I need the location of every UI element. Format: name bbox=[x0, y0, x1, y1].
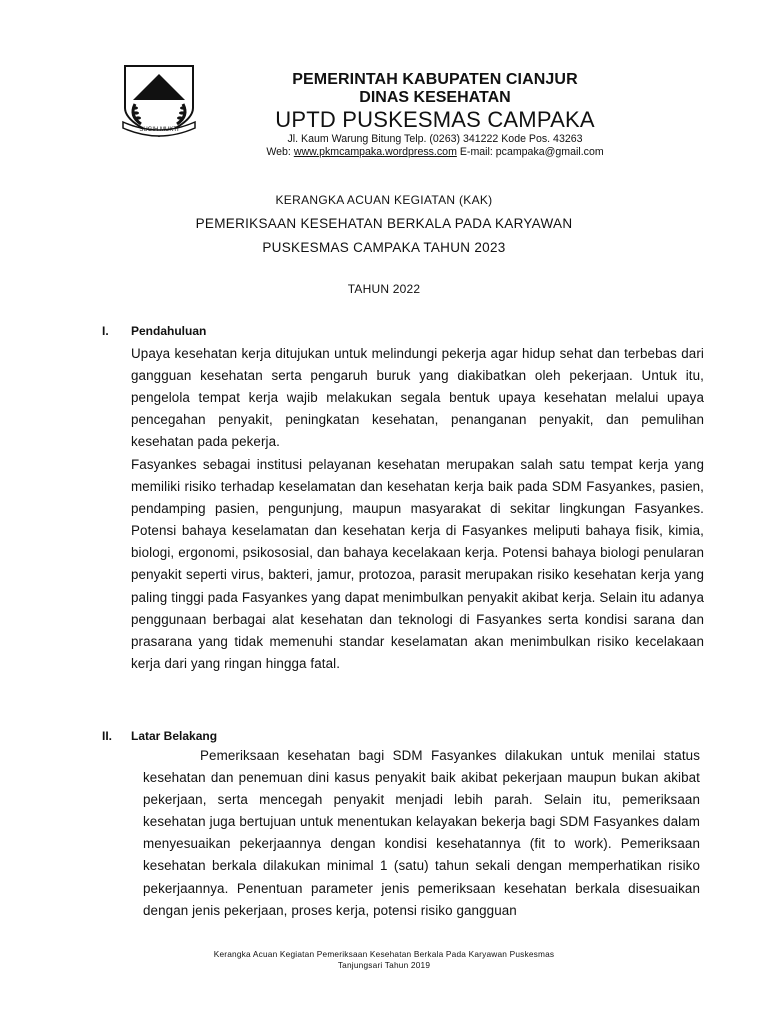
department-name: DINAS KESEHATAN bbox=[359, 89, 511, 106]
letterhead bbox=[205, 71, 665, 159]
footer-line: Tanjungsari Tahun 2019 bbox=[337, 959, 431, 970]
document-title-line-1: PEMERIKSAAN KESEHATAN BERKALA PADA KARYAWAN bbox=[195, 216, 573, 231]
section-number: I. bbox=[102, 324, 109, 338]
document-title-line-2: PUSKESMAS CAMPAKA TAHUN 2023 bbox=[262, 240, 506, 255]
address-line: Jl. Kaum Warung Bitung Telp. (0263) 341222 Kode Pos. 43263 bbox=[287, 133, 583, 145]
email-address: pcampaka@gmail.com bbox=[495, 146, 604, 158]
page-footer bbox=[0, 949, 768, 970]
government-name: PEMERINTAH KABUPATEN CIANJUR bbox=[292, 71, 578, 88]
institution-name: UPTD PUSKESMAS CAMPAKA bbox=[275, 107, 595, 132]
section-number: II. bbox=[102, 729, 113, 743]
section-heading: Pendahuluan bbox=[131, 324, 207, 338]
regency-emblem-icon bbox=[119, 64, 199, 140]
section-paragraph: Fasyankes sebagai institusi pelayanan kesehatan merupakan salah satu tempat kerja yang memiliki risiko terhadap keselamatan dan kesehatan kerja baik pada SDM Fasyankes, pasien, pendamping pasien, pengunjung, maupun masyarakat di sekitar lingkungan Fasyankes. Potensi bahaya keselamatan dan kesehatan kerja di Fasyankes meliputi bahaya fisik, kimia, biologi, ergonomi, psikososial, dan bahaya kecelakaan kerja. Potensi bahaya biologi penularan penyakit seperti virus, bakteri, jamur, protozoa, parasit merupakan risiko kesehatan kerja yang paling tinggi pada Fasyankes yang dapat menimbulkan penyakit akibat kerja. Selain itu adanya penggunaan berbagai alat kesehatan dan teknologi di Fasyankes serta kondisi sarana dan prasarana yang tidak memenuhi standar keselamatan akan menimbulkan risiko kecelakaan kerja dari yang ringan hingga fatal. bbox=[131, 457, 704, 671]
logo-motto: SUGIH MUKTI bbox=[139, 127, 179, 133]
email-label: E-mail: bbox=[459, 146, 493, 158]
document-year: TAHUN 2022 bbox=[347, 282, 421, 296]
contact-line bbox=[205, 146, 665, 159]
section-paragraph: Pemeriksaan kesehatan bagi SDM Fasyankes dilakukan untuk menilai status kesehatan dan penemuan dini kasus penyakit baik akibat pekerjaan maupun bukan akibat pekerjaan, serta mencegah penyakit menjadi lebih parah. Selain itu, pemeriksaan kesehatan juga bertujuan untuk menentukan kelayakan bekerja bagi SDM Fasyankes dalam menyesuaikan pekerjaannya dengan kondisi kesehatannya (fit to work). Pemeriksaan kesehatan berkala dilakukan minimal 1 (satu) tahun sekali dengan memperhatikan risiko pekerjaannya. Penentuan parameter jenis pemeriksaan kesehatan berkala disesuaikan dengan jenis pekerjaan, proses kerja, potensi risiko gangguan bbox=[143, 748, 700, 918]
section-paragraph: Upaya kesehatan kerja ditujukan untuk melindungi pekerja agar hidup sehat dan terbebas dari gangguan kesehatan serta pengaruh buruk yang diakibatkan oleh pekerjaan. Untuk itu, pengelola tempat kerja wajib melakukan segala bentuk upaya kesehatan melalui upaya pencegahan penyakit, peningkatan kesehatan, penanganan penyakit, dan pemulihan kesehatan pada pekerja. bbox=[131, 346, 704, 450]
document-type: KERANGKA ACUAN KEGIATAN (KAK) bbox=[275, 193, 493, 207]
section-heading: Latar Belakang bbox=[131, 729, 218, 743]
website-link[interactable]: www.pkmcampaka.wordpress.com bbox=[293, 146, 457, 158]
footer-line: Kerangka Acuan Kegiatan Pemeriksaan Kesehatan Berkala Pada Karyawan Puskesmas bbox=[213, 949, 555, 959]
web-label: Web: bbox=[266, 146, 291, 158]
